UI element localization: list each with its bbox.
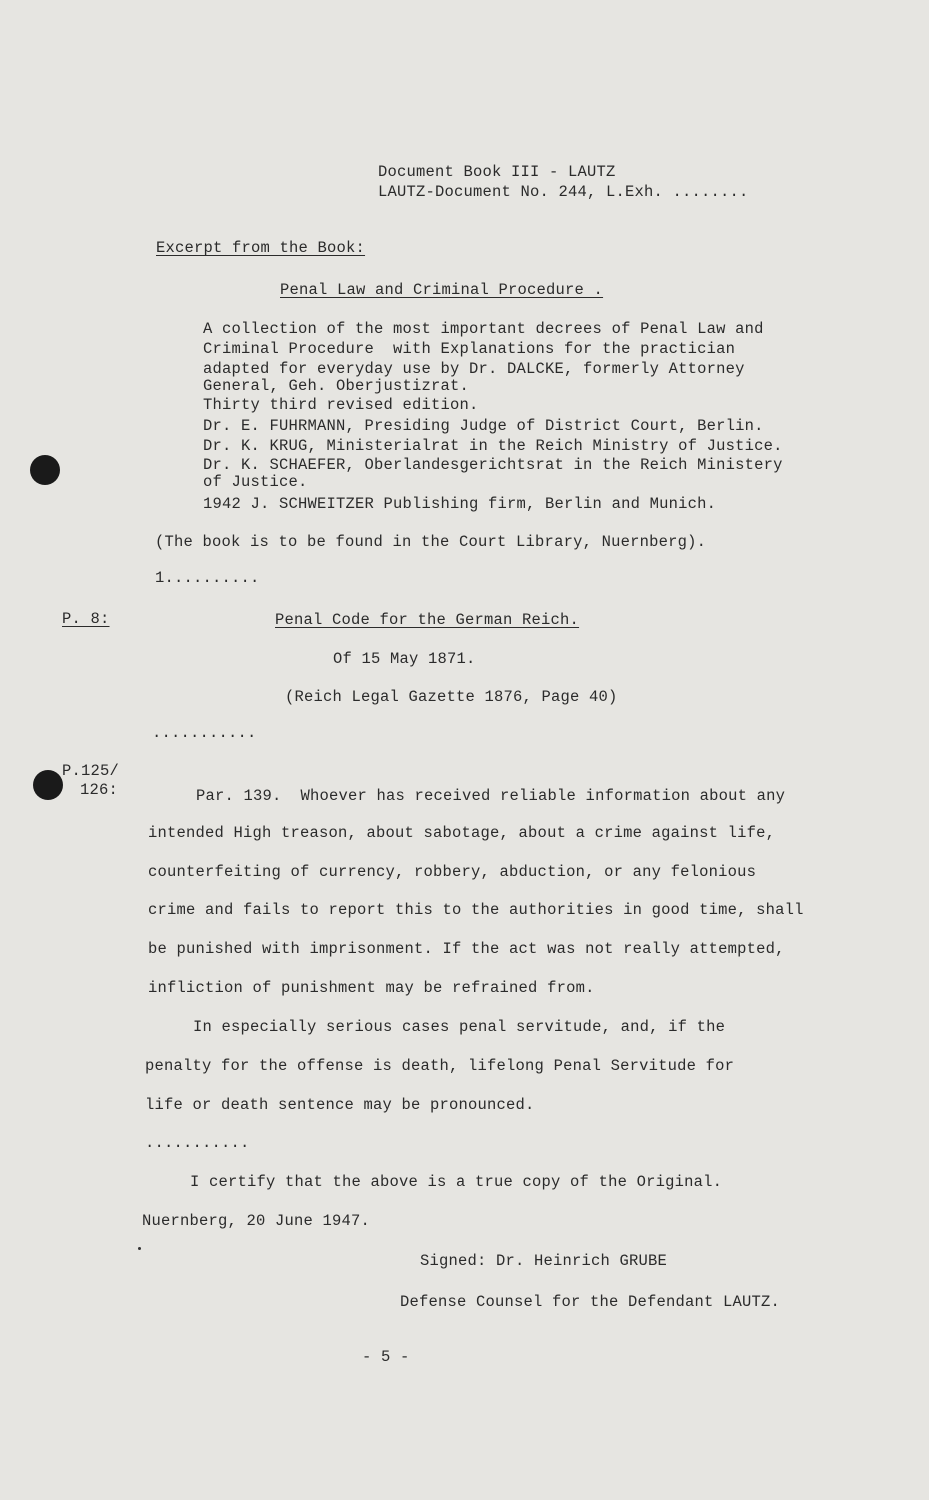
- description-line: Thirty third revised edition.: [203, 396, 479, 414]
- paragraph-line: crime and fails to report this to the authorities in good time, shall: [148, 901, 804, 919]
- paragraph-line: life or death sentence may be pronounced.: [145, 1096, 535, 1114]
- paragraph-line: counterfeiting of currency, robbery, abduction, or any felonious: [148, 863, 757, 881]
- paragraph-line: penalty for the offense is death, lifelong Penal Servitude for: [145, 1057, 735, 1075]
- page-reference: P.125/: [62, 762, 120, 780]
- signature-line: Signed: Dr. Heinrich GRUBE: [420, 1252, 668, 1270]
- book-title: Penal Law and Criminal Procedure .: [280, 281, 604, 299]
- description-line: General, Geh. Oberjustizrat.: [203, 377, 470, 395]
- description-line: Dr. K. KRUG, Ministerialrat in the Reich Ministry of Justice.: [203, 437, 783, 455]
- description-line: adapted for everyday use by Dr. DALCKE, formerly Attorney: [203, 360, 745, 378]
- document-book-line: Document Book III - LAUTZ: [378, 163, 616, 181]
- ellipsis: ...........: [152, 724, 257, 742]
- ellipsis: ...........: [145, 1134, 250, 1152]
- excerpt-heading: Excerpt from the Book:: [156, 239, 366, 257]
- description-line: Criminal Procedure with Explanations for the practician: [203, 340, 736, 358]
- speck: [138, 1247, 141, 1250]
- paragraph-line: be punished with imprisonment. If the act was not really attempted,: [148, 940, 785, 958]
- penal-code-title: Penal Code for the German Reich.: [275, 611, 580, 629]
- paragraph-line: infliction of punishment may be refrained from.: [148, 979, 595, 997]
- description-line: Dr. K. SCHAEFER, Oberlandesgerichtsrat in the Reich Ministery: [203, 456, 783, 474]
- page-reference: 126:: [80, 781, 119, 799]
- page-number: - 5 -: [362, 1348, 410, 1366]
- description-line: of Justice.: [203, 473, 308, 491]
- gazette-reference: (Reich Legal Gazette 1876, Page 40): [285, 688, 618, 706]
- punch-hole-top: [30, 455, 60, 485]
- certification-statement: I certify that the above is a true copy of the Original.: [190, 1173, 723, 1191]
- penal-code-date: Of 15 May 1871.: [333, 650, 476, 668]
- description-line: A collection of the most important decrees of Penal Law and: [203, 320, 764, 338]
- punch-hole-bottom: [33, 770, 63, 800]
- description-line: 1942 J. SCHWEITZER Publishing firm, Berlin and Munich.: [203, 495, 717, 513]
- paragraph-line: intended High treason, about sabotage, about a crime against life,: [148, 824, 776, 842]
- page-reference: P. 8:: [62, 610, 110, 628]
- document-number-line: LAUTZ-Document No. 244, L.Exh. ........: [378, 183, 749, 201]
- paragraph-line: In especially serious cases penal servitude, and, if the: [193, 1018, 726, 1036]
- paragraph-line: Par. 139. Whoever has received reliable information about any: [196, 787, 786, 805]
- location-note: (The book is to be found in the Court Library, Nuernberg).: [155, 533, 707, 551]
- counsel-role: Defense Counsel for the Defendant LAUTZ.: [400, 1293, 781, 1311]
- place-date: Nuernberg, 20 June 1947.: [142, 1212, 371, 1230]
- description-line: Dr. E. FUHRMANN, Presiding Judge of District Court, Berlin.: [203, 417, 764, 435]
- ellipsis: 1..........: [155, 569, 260, 587]
